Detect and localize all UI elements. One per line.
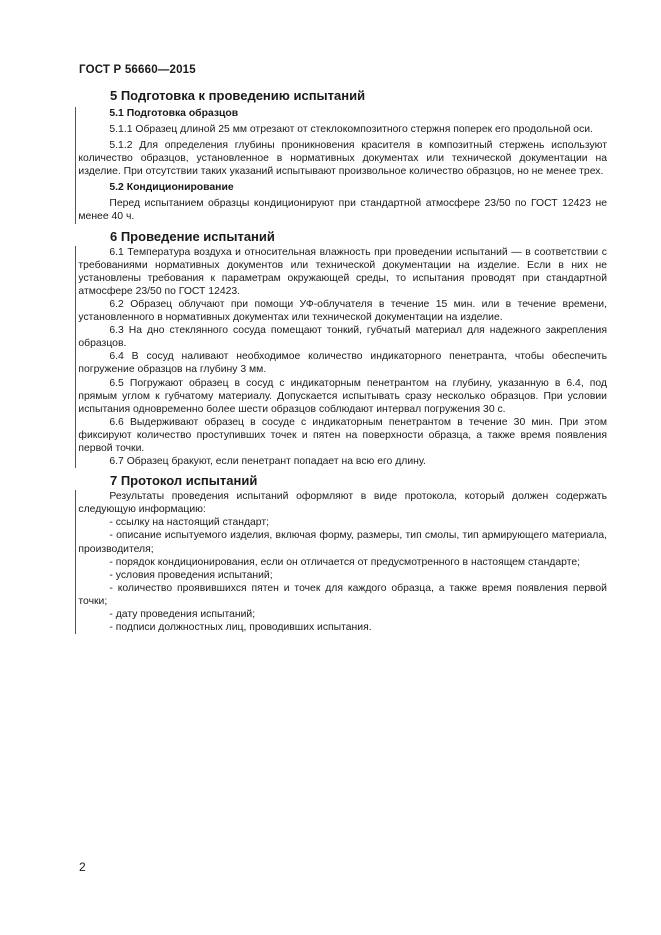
change-bar-section-5 bbox=[75, 107, 607, 224]
section-5-title: 5 Подготовка к проведению испытаний bbox=[110, 88, 366, 103]
subsection-5-1-title: 5.1 Подготовка образцов bbox=[109, 108, 239, 119]
section-6-title: 6 Проведение испытаний bbox=[110, 228, 275, 244]
paragraph-6-2: 6.2 Образец облучают при помощи УФ-облучателя в течение 15 мин. или в течение времени, установленного в нормативных документах или технической документации на изделие. bbox=[78, 298, 607, 324]
change-bar-section-6 bbox=[75, 246, 607, 469]
protocol-items-list bbox=[78, 516, 607, 634]
change-bar-section-7 bbox=[75, 490, 607, 634]
subsection-5-2-title: 5.2 Кондиционирование bbox=[109, 182, 234, 194]
paragraph-7-intro: Результаты проведения испытаний оформляют в виде протокола, который должен содержать следующую информацию: bbox=[78, 491, 607, 516]
list-item: - порядок кондиционирования, если он отличается от предусмотренного в настоящем стандарте; bbox=[109, 556, 581, 568]
list-item: - дату проведения испытаний; bbox=[109, 609, 256, 620]
paragraph-6-5: 6.5 Погружают образец в сосуд с индикаторным пенетрантом на глубину, указанную в 6.4, под прямым углом к губчатому материалу. Допускается испытывать сразу несколько образцов. При условии испытания одновременно более шести образцов соблюдают интервал погружения 30 с. bbox=[78, 377, 607, 415]
paragraph-6-6: 6.6 Выдерживают образец в сосуде с индикаторным пенетрантом в течение 30 мин. При этом фиксируют количество проступивших точек и пятен на поверхности образца, а также время появления первой точки. bbox=[78, 416, 607, 454]
paragraph-5-1-1: 5.1.1 Образец длиной 25 мм отрезают от стеклокомпозитного стержня поперек его продольной оси. bbox=[109, 124, 593, 135]
document-header: ГОСТ Р 56660—2015 bbox=[79, 64, 196, 76]
section-7-title: 7 Протокол испытаний bbox=[110, 473, 258, 489]
paragraph-6-7: 6.7 Образец бракуют, если пенетрант попадает на всю его длину. bbox=[109, 456, 426, 468]
paragraph-5-1-2: 5.1.2 Для определения глубины проникновения красителя в композитный стержень используют количество образцов, установленное в нормативных документах или технической документации на изделие. При отсутствии таких указаний испытывают произвольное количество образцов, но не менее трех. bbox=[78, 140, 607, 178]
list-item: - подписи должностных лиц, проводивших испытания. bbox=[109, 622, 372, 634]
paragraph-6-4: 6.4 В сосуд наливают необходимое количество индикаторного пенетранта, чтобы обеспечить погружение образцов на глубину 3 мм. bbox=[78, 351, 607, 376]
list-item: - условия проведения испытаний; bbox=[109, 569, 273, 581]
document-body bbox=[79, 86, 607, 634]
paragraph-6-1: 6.1 Температура воздуха и относительная влажность при проведении испытаний — в соответствии с требованиями нормативных документов или технической документации на изделие. Если в них не установлены требования к параметрам окружающей среды, то испытания проводят при стандартной атмосфере 23/50 по ГОСТ 12423. bbox=[78, 246, 607, 297]
page-number: 2 bbox=[79, 860, 86, 874]
list-item: - описание испытуемого изделия, включая форму, размеры, тип смолы, тип армирующего материала, производителя; bbox=[78, 530, 607, 555]
list-item: - ссылку на настоящий стандарт; bbox=[109, 517, 270, 529]
paragraph-6-3: 6.3 На дно стеклянного сосуда помещают тонкий, губчатый материал для надежного закрепления образцов. bbox=[78, 325, 607, 350]
paragraph-5-2: Перед испытанием образцы кондиционируют при стандартной атмосфере 23/50 по ГОСТ 12423 не менее 40 ч. bbox=[78, 198, 607, 223]
list-item: - количество проявившихся пятен и точек для каждого образца, а также время появления первой точки; bbox=[78, 582, 607, 607]
